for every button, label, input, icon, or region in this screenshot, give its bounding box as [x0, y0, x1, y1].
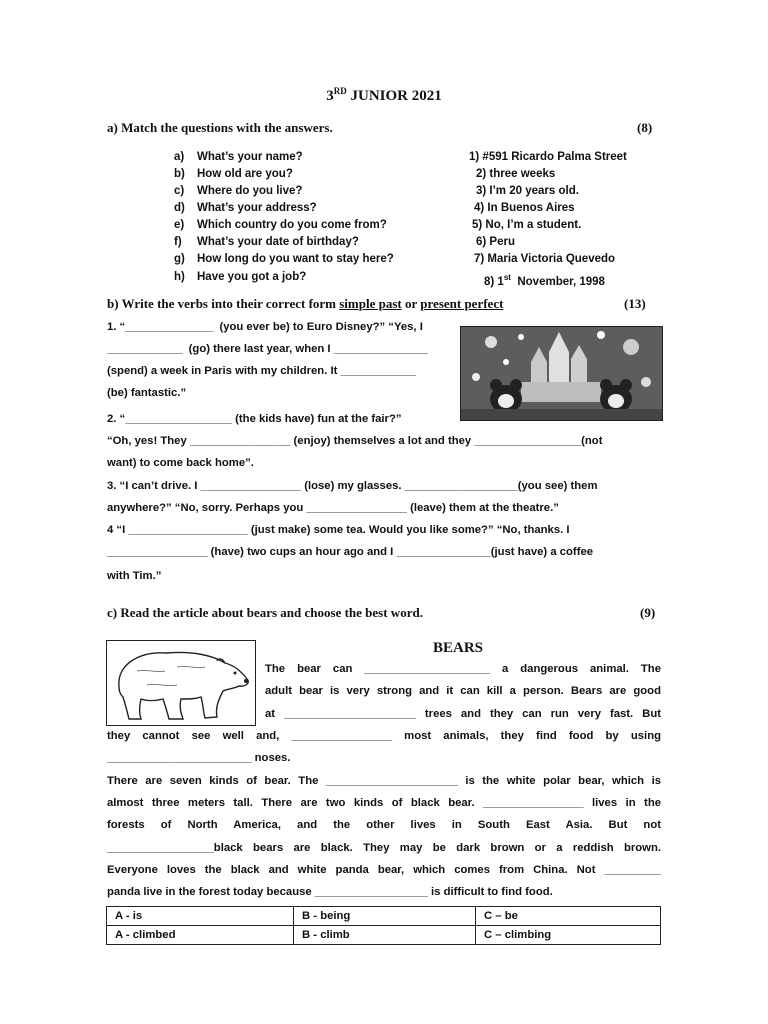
article-line: Everyone loves the black and white panda bear, which comes from China. Not _________: [107, 864, 661, 876]
verb-line: 1. “______________ (you ever be) to Euro Disney?” “Yes, I: [107, 321, 423, 333]
answer-options-table: [106, 906, 661, 945]
section-c-marks: (9): [640, 605, 656, 620]
verb-line: ________________ (have) two cups an hour ago and I _______________(just have) a coffee: [107, 546, 594, 558]
article-line: almost three meters tall. There are two kinds of black bear. ________________ lives in the: [107, 797, 661, 809]
answer-7: 7) Maria Victoria Quevedo: [474, 253, 616, 265]
disney-castle-picture: [460, 326, 663, 421]
article-line: they cannot see well and, ________________ most animals, they find food by using: [107, 730, 661, 742]
verb-line: with Tim.”: [107, 570, 162, 582]
section-c-heading: c) Read the article about bears and choose the best word.: [107, 605, 423, 620]
question-c-text: Where do you live?: [197, 185, 303, 197]
question-b: b): [174, 168, 185, 180]
article-line: panda live in the forest today because __________________ is difficult to find food.: [107, 886, 553, 898]
article-line: forests of North America, and the other lives in South East Asia. But not: [107, 819, 661, 831]
answer-2: 2) three weeks: [476, 168, 556, 180]
answer-6: 6) Peru: [476, 236, 515, 248]
verb-line: anywhere?” “No, sorry. Perhaps you ________________ (leave) them at the theatre.”: [107, 502, 559, 514]
option-cell: B - climb: [294, 926, 476, 945]
table-row: [107, 926, 661, 945]
form-present-perfect: present perfect: [420, 296, 504, 311]
verb-line: 3. “I can’t drive. I ________________ (lose) my glasses. __________________(you see) them: [107, 480, 598, 492]
polar-bear-icon: [107, 641, 255, 725]
page-title: 3RD JUNIOR 2021: [326, 86, 442, 104]
verb-line: ____________ (go) there last year, when I _______________: [107, 343, 428, 355]
article-line: _________________black bears are black. They may be dark brown or a reddish brown.: [107, 842, 661, 854]
table-row: [107, 907, 661, 926]
option-cell: C – climbing: [476, 926, 661, 945]
question-a-text: What’s your name?: [197, 151, 303, 163]
answer-5: 5) No, I’m a student.: [472, 219, 582, 231]
option-cell: A - climbed: [107, 926, 294, 945]
verb-line: (be) fantastic.”: [107, 387, 187, 399]
verb-line: “Oh, yes! They ________________ (enjoy) themselves a lot and they _________________(not: [107, 435, 603, 447]
question-d: d): [174, 202, 185, 214]
article-title: BEARS: [433, 640, 484, 656]
question-f: f): [174, 236, 182, 248]
option-cell: C – be: [476, 907, 661, 926]
option-cell: A - is: [107, 907, 294, 926]
polar-bear-picture: [106, 640, 256, 726]
option-cell: B - being: [294, 907, 476, 926]
question-b-text: How old are you?: [197, 168, 293, 180]
article-line: _______________________ noses.: [107, 752, 291, 764]
question-a: a): [174, 151, 185, 163]
question-h: h): [174, 271, 185, 283]
section-b-heading: b) Write the verbs into their correct form simple past or present perfect: [107, 296, 504, 311]
verb-line: (spend) a week in Paris with my children. It ____________: [107, 365, 416, 377]
section-a-heading: a) Match the questions with the answers.: [107, 120, 333, 135]
article-line: adult bear is very strong and it can kill a person. Bears are good: [265, 685, 661, 697]
article-line: at _____________________ trees and they can run very fast. But: [265, 708, 661, 720]
answer-1: 1) #591 Ricardo Palma Street: [469, 151, 627, 163]
article-line: The bear can ____________________ a dangerous animal. The: [265, 663, 661, 675]
article-line: There are seven kinds of bear. The _____________________ is the white polar bear, which is: [107, 775, 661, 787]
section-a-marks: (8): [637, 120, 653, 135]
question-g: g): [174, 253, 185, 265]
question-h-text: Have you got a job?: [197, 271, 307, 283]
answer-4: 4) In Buenos Aires: [474, 202, 575, 214]
question-c: c): [174, 185, 185, 197]
answer-8: 8) 1st November, 1998: [484, 273, 605, 288]
castle-illustration-icon: [461, 327, 662, 420]
verb-line: 2. “_________________ (the kids have) fun at the fair?”: [107, 413, 402, 425]
answer-3: 3) I’m 20 years old.: [476, 185, 579, 197]
question-e: e): [174, 219, 185, 231]
verb-line: 4 “I ___________________ (just make) some tea. Would you like some?” “No, thanks. I: [107, 524, 570, 536]
question-e-text: Which country do you come from?: [197, 219, 387, 231]
verb-line: want) to come back home”.: [107, 457, 254, 469]
form-simple-past: simple past: [339, 296, 402, 311]
question-f-text: What’s your date of birthday?: [197, 236, 359, 248]
question-d-text: What’s your address?: [197, 202, 317, 214]
section-b-marks: (13): [624, 296, 646, 311]
question-g-text: How long do you want to stay here?: [197, 253, 394, 265]
